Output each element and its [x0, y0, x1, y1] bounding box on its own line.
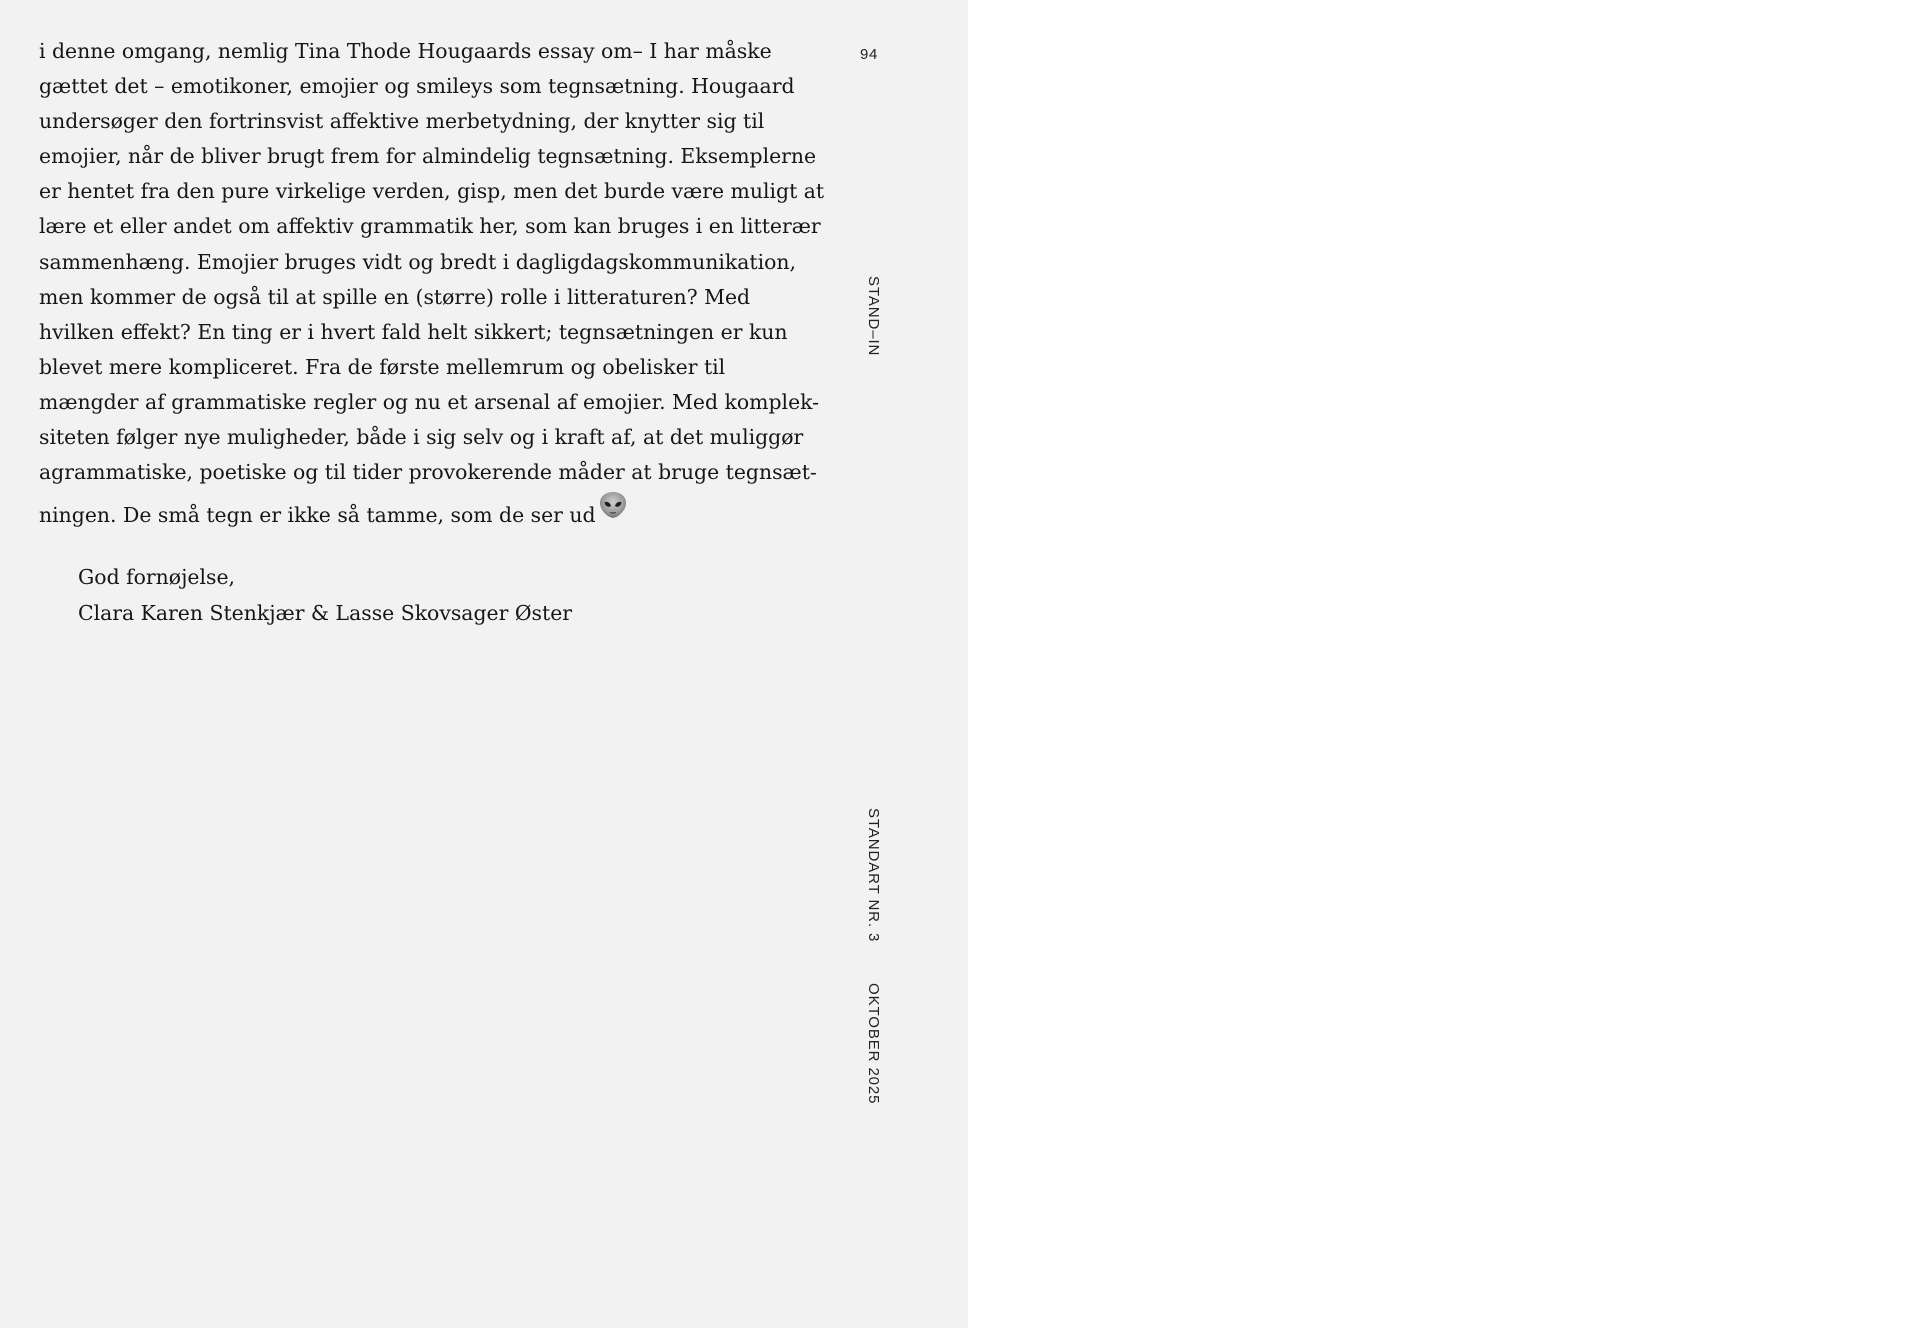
text-line: er hentet fra den pure virkelige verden, gisp, men det burde være muligt at — [39, 179, 825, 204]
greeting: God fornøjelse, — [78, 565, 236, 589]
section-label: STAND–IN — [865, 276, 882, 357]
body-paragraph — [39, 34, 825, 533]
text-line: sammenhæng. Emojier bruges vidt og bredt i dagligdagskommunikation, — [39, 249, 797, 274]
text-line: blevet mere kompliceret. Fra de første mellemrum og obelisker til — [39, 354, 726, 379]
text-line: siteten følger nye muligheder, både i sig selv og i kraft af, at det muliggør — [39, 425, 804, 450]
issue-label: STANDART NR. 3 — [865, 808, 882, 943]
last-line-text: ningen. De små tegn er ikke så tamme, som de ser ud — [39, 503, 596, 528]
text-line-last — [39, 490, 814, 533]
text-line: men kommer de også til at spille en (større) rolle i litteraturen? Med — [39, 284, 751, 309]
text-line: i denne omgang, nemlig Tina Thode Hougaards essay om– I har måske — [39, 39, 772, 63]
date-label: OKTOBER 2025 — [865, 983, 882, 1105]
text-line: lære et eller andet om affektiv grammatik her, som kan bruges i en litterær — [39, 214, 821, 239]
text-line: agrammatiske, poetiske og til tider provokerende måder at bruge tegnsæt- — [39, 460, 817, 485]
alien-emoji-icon — [598, 490, 628, 520]
page-number: 94 — [860, 46, 878, 63]
text-line: hvilken effekt? En ting er i hvert fald helt sikkert; tegnsætningen er kun — [39, 319, 788, 344]
text-line: undersøger den fortrinsvist affektive merbetydning, der knytter sig til — [39, 109, 765, 134]
text-line: mængder af grammatiske regler og nu et arsenal af emojier. Med komplek- — [39, 389, 820, 414]
text-line: emojier, når de bliver brugt frem for almindelig tegnsætning. Eksemplerne — [39, 144, 817, 169]
signature: Clara Karen Stenkjær & Lasse Skovsager Øster — [78, 601, 573, 625]
closing-block — [78, 559, 572, 631]
text-line: gættet det – emotikoner, emojier og smileys som tegnsætning. Hougaard — [39, 74, 795, 99]
